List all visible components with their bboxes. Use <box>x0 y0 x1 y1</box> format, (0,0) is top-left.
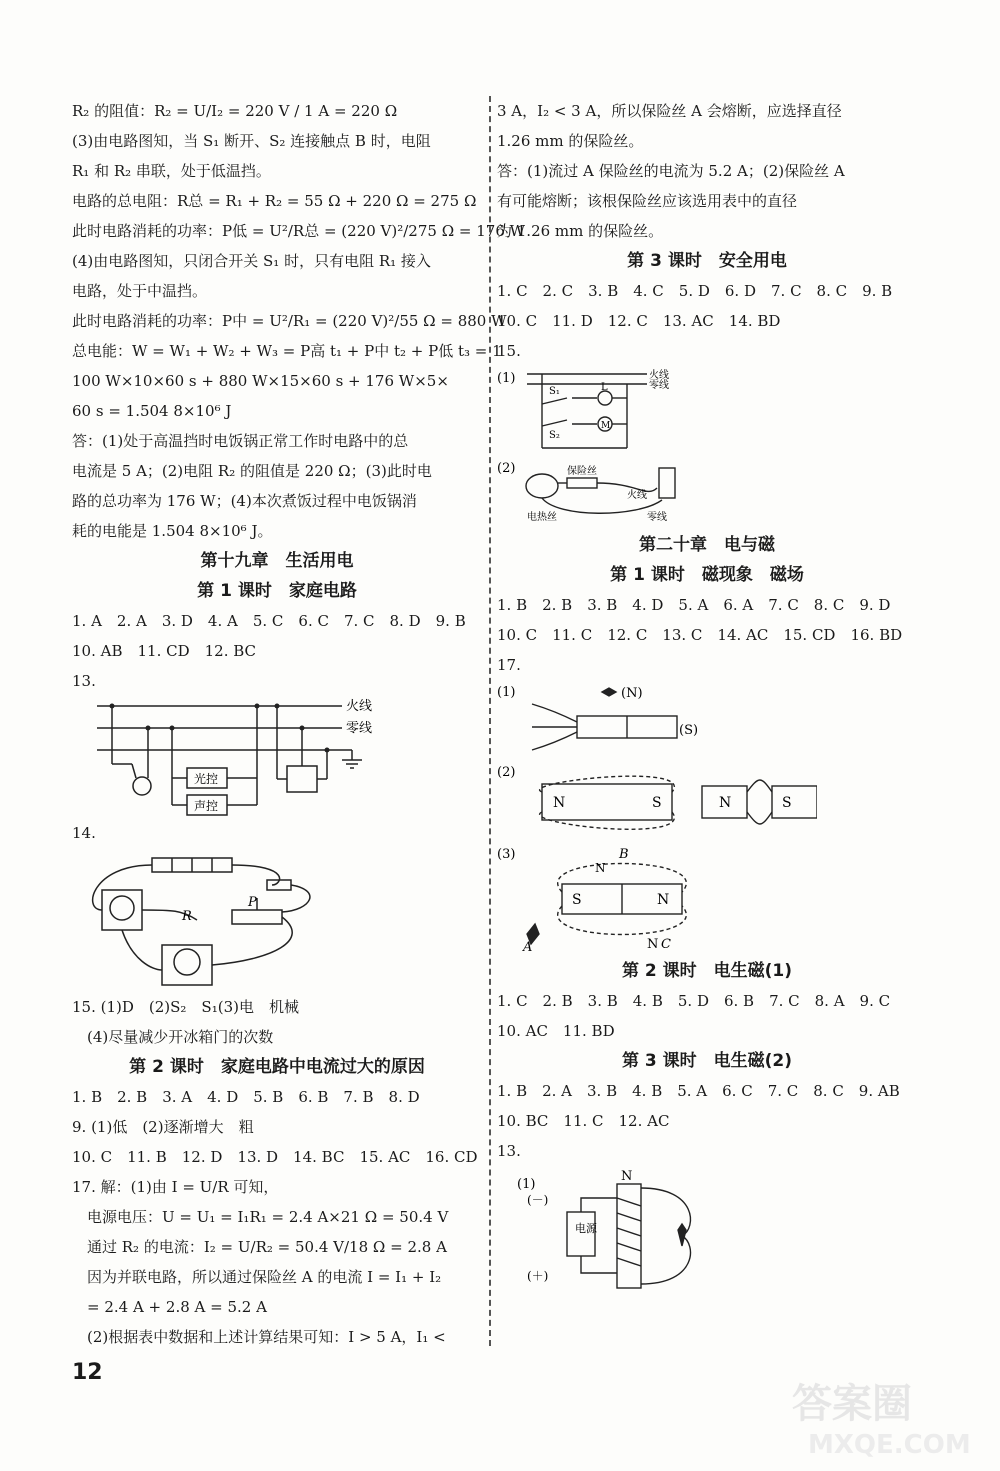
solenoid-diagram <box>497 1168 757 1298</box>
s-pole-3: S <box>572 892 582 908</box>
svg-text:答案圈: 答案圈 <box>792 1381 912 1427</box>
live-wire-label: 火线 <box>346 699 373 714</box>
circuit-15-2 <box>497 458 697 528</box>
answer-line: 有可能熔断；该根保险丝应该选用表中的直径 <box>497 192 798 210</box>
part-1-label: (1) <box>517 1177 536 1192</box>
answer-line: 通过 R₂ 的电流：I₂ = U/R₂ = 50.4 V/18 Ω = 2.8 A <box>72 1238 447 1256</box>
answer-line: (4)由电路图知，只闭合开关 S₁ 时，只有电阻 R₁ 接入 <box>72 252 431 270</box>
answer-line: 3 A，I₂ < 3 A，所以保险丝 A 会熔断，应选择直径 <box>497 102 842 120</box>
answer-line: R₂ 的阻值：R₂ = U/I₂ = 220 V / 1 A = 220 Ω <box>72 102 398 120</box>
magnet-field-1 <box>497 682 757 760</box>
answer-line: (4)尽量减少开冰箱门的次数 <box>72 1028 274 1046</box>
answer-line: 路的总功率为 176 W；(4)本次煮饭过程中电饭锅消 <box>72 492 417 510</box>
answer-line: 1.26 mm 的保险丝。 <box>497 132 644 150</box>
answer-line: 10. C 11. C 12. C 13. C 14. AC 15. CD 16. BD <box>497 626 903 644</box>
n-pole-2: N <box>553 795 566 811</box>
part-2-label: (2) <box>497 765 516 780</box>
answer-line: 电路的总电阻：R总 = R₁ + R₂ = 55 Ω + 220 Ω = 275 Ω <box>72 192 477 210</box>
answer-line: 15. <box>497 342 521 360</box>
answer-line: 100 W×10×60 s + 880 W×15×60 s + 176 W×5× <box>72 372 449 390</box>
answer-line: 60 s = 1.504 8×10⁶ J <box>72 402 232 420</box>
s-pole-2: S <box>652 795 662 811</box>
section-heading: 第 2 课时 电生磁(1) <box>621 961 793 981</box>
slider-label: P <box>248 895 257 910</box>
column-divider <box>489 96 491 1346</box>
neutral-label-15b: 零线 <box>647 512 667 523</box>
live-label-15b: 火线 <box>627 490 647 501</box>
answer-line: 9. (1)低 (2)逐渐增大 粗 <box>72 1118 254 1136</box>
answer-line: R₁ 和 R₂ 串联，处于低温挡。 <box>72 162 271 180</box>
s-pole-2b: S <box>782 795 792 811</box>
heating-wire-label: 电热丝 <box>527 512 557 523</box>
point-a-label: A <box>523 940 533 954</box>
section-heading: 第 3 课时 电生磁(2) <box>621 1051 793 1071</box>
needle-n-c: N <box>647 937 659 952</box>
answer-line: 总电能：W = W₁ + W₂ + W₃ = P高 t₁ + P中 t₂ + P低 t₃ = 1 <box>72 342 502 360</box>
answer-line: 1. A 2. A 3. D 4. A 5. C 6. C 7. C 8. D 9. B <box>72 612 466 630</box>
s1-label: S₁ <box>549 386 560 397</box>
answer-line: 为 1.26 mm 的保险丝。 <box>497 222 664 240</box>
power-supply-label: 电源 <box>575 1222 597 1235</box>
live-label-15: 火线 <box>649 370 669 381</box>
answer-line: 1. C 2. B 3. B 4. B 5. D 6. B 7. C 8. A 9. C <box>497 992 891 1010</box>
answer-line: 14. <box>72 824 96 842</box>
pole-s-label: (S) <box>679 723 699 738</box>
n-pole-3: N <box>657 892 670 908</box>
light-control-label: 光控 <box>194 772 219 786</box>
experiment-circuit-sketch <box>72 850 392 990</box>
circuit-15-1 <box>497 368 697 456</box>
answer-line: 1. B 2. A 3. B 4. B 5. A 6. C 7. C 8. C 9. AB <box>497 1082 900 1100</box>
neutral-label-15: 零线 <box>649 380 669 391</box>
positive-terminal-label: (＋) <box>527 1269 549 1283</box>
answer-line: 电源电压：U = U₁ = I₁R₁ = 2.4 A×21 Ω = 50.4 V <box>72 1208 449 1226</box>
s2-label: S₂ <box>549 430 560 441</box>
part-2-label: (2) <box>497 461 516 476</box>
answer-line: 此时电路消耗的功率：P低 = U²/R总 = (220 V)²/275 Ω = 176 W <box>72 222 526 240</box>
neutral-wire-label: 零线 <box>346 721 373 736</box>
pole-n-label: (N) <box>621 686 643 701</box>
answer-line: 10. BC 11. C 12. AC <box>497 1112 670 1130</box>
resistor-label: R <box>182 909 192 924</box>
answer-line: 因为并联电路，所以通过保险丝 A 的电流 I = I₁ + I₂ <box>72 1268 442 1286</box>
section-heading: 第 1 课时 磁现象 磁场 <box>610 565 804 585</box>
answer-line: 此时电路消耗的功率：P中 = U²/R₁ = (220 V)²/55 Ω = 880 W <box>72 312 507 330</box>
negative-terminal-label: (－) <box>527 1193 549 1207</box>
n-pole-2b: N <box>719 795 732 811</box>
answer-line: 10. AB 11. CD 12. BC <box>72 642 257 660</box>
answer-line: 13. <box>497 1142 521 1160</box>
answer-line: 15. (1)D (2)S₂ S₁(3)电 机械 <box>72 998 299 1016</box>
answer-line: 答：(1)处于高温挡时电饭锅正常工作时电路中的总 <box>72 432 409 450</box>
right-column <box>497 96 917 1300</box>
fuse-label: 保险丝 <box>567 466 597 477</box>
answer-line: 13. <box>72 672 96 690</box>
answer-line: 1. B 2. B 3. B 4. D 5. A 6. A 7. C 8. C 9. D <box>497 596 891 614</box>
part-1-label: (1) <box>497 371 516 386</box>
svg-text:MXQE.COM: MXQE.COM <box>808 1430 971 1460</box>
section-heading: 第 1 课时 家庭电路 <box>197 581 357 601</box>
answer-line: 17. <box>497 656 521 674</box>
answer-line: 耗的电能是 1.504 8×10⁶ J。 <box>72 522 273 540</box>
household-circuit-diagram <box>72 698 392 816</box>
sound-control-label: 声控 <box>194 799 219 813</box>
answer-line: 1. B 2. B 3. A 4. D 5. B 6. B 7. B 8. D <box>72 1088 420 1106</box>
page-number: 12 <box>72 1360 103 1385</box>
answer-line: 电路，处于中温挡。 <box>72 282 208 300</box>
answer-line: = 2.4 A + 2.8 A = 5.2 A <box>72 1298 267 1316</box>
coil-n-label: N <box>621 1169 633 1184</box>
answer-line: 1. C 2. C 3. B 4. C 5. D 6. D 7. C 8. C 9. B <box>497 282 893 300</box>
section-heading: 第 2 课时 家庭电路中电流过大的原因 <box>129 1057 425 1077</box>
point-c-label: C <box>661 937 671 952</box>
part-3-label: (3) <box>497 847 516 862</box>
section-heading: 第 3 课时 安全用电 <box>627 251 787 271</box>
answer-line: (2)根据表中数据和上述计算结果可知：I > 5 A，I₁ < <box>72 1328 446 1346</box>
needle-n-b: N <box>595 861 606 875</box>
answer-line: 电流是 5 A；(2)电阻 R₂ 的阻值是 220 Ω；(3)此时电 <box>72 462 432 480</box>
left-column <box>72 96 526 1352</box>
motor-label: M <box>601 421 611 431</box>
answer-line: 10. C 11. D 12. C 13. AC 14. BD <box>497 312 781 330</box>
section-heading: 第二十章 电与磁 <box>639 535 775 555</box>
answer-line: 17. 解：(1)由 I = U/R 可知， <box>72 1178 279 1196</box>
answer-line: 10. C 11. B 12. D 13. D 14. BC 15. AC 16. CD <box>72 1148 478 1166</box>
magnet-field-3 <box>497 844 757 954</box>
section-heading: 第十九章 生活用电 <box>200 551 354 571</box>
watermark-logo <box>772 1365 982 1465</box>
answer-line: (3)由电路图知，当 S₁ 断开、S₂ 连接触点 B 时，电阻 <box>72 132 431 150</box>
answer-line: 答：(1)流过 A 保险丝的电流为 5.2 A；(2)保险丝 A <box>497 162 845 180</box>
part-1-label: (1) <box>497 685 516 700</box>
point-b-label: B <box>619 847 629 862</box>
answer-line: 10. AC 11. BD <box>497 1022 615 1040</box>
magnet-field-2 <box>497 762 817 842</box>
lamp-label: L <box>601 382 608 393</box>
